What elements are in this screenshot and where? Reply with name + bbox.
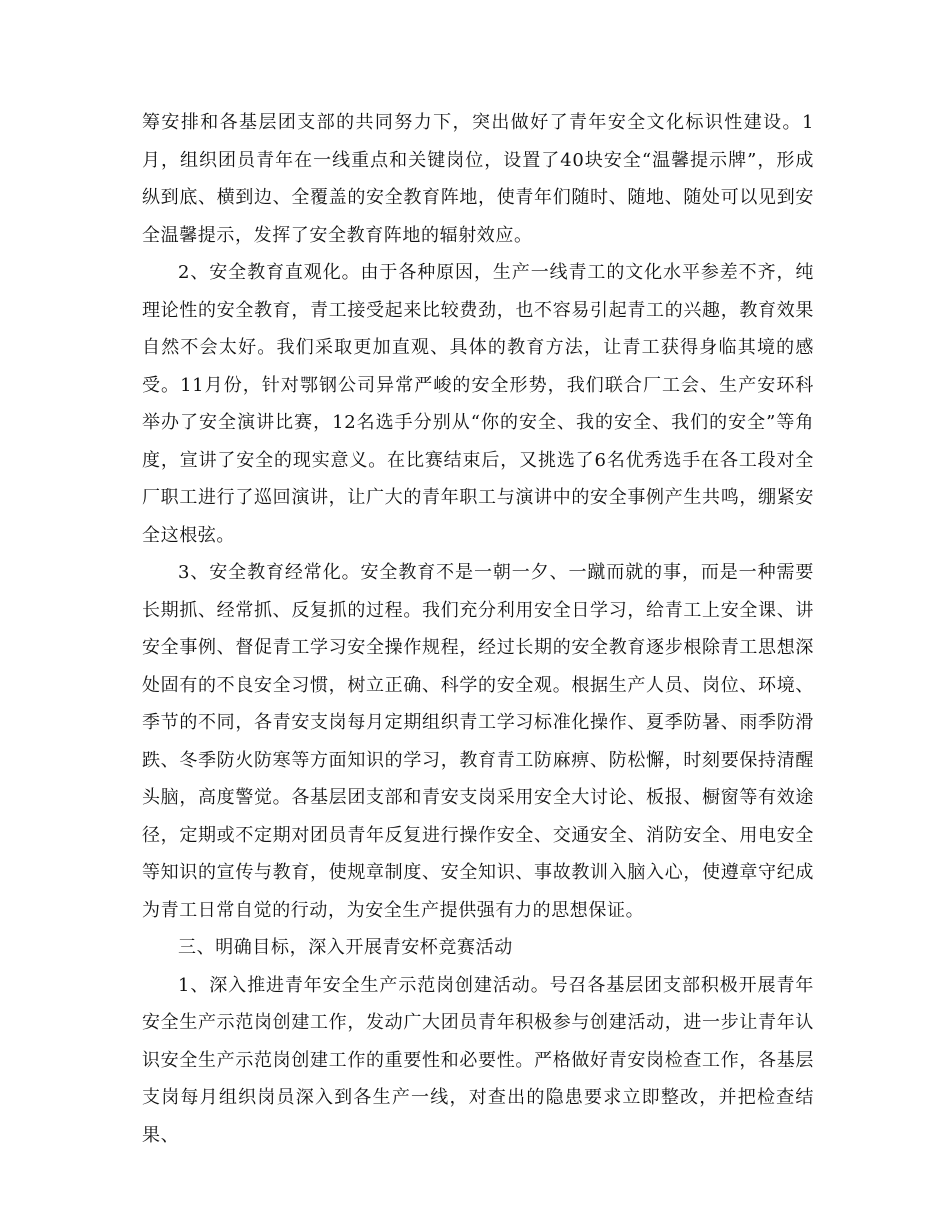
paragraph-2: 2、安全教育直观化。由于各种原因，生产一线青工的文化水平参差不齐，纯理论性的安全教育，青工接受起来比较费劲，也不容易引起青工的兴趣，教育效果自然不会太好。我们采取更加直观、具体的教育方法，让青工获得身临其境的感受。11月份，针对鄂钢公司异常严峻的安全形势，我们联合厂工会、生产安环科举办了安全演讲比赛，12名选手分别从“你的安全、我的安全、我们的安全”等角度，宣讲了安全的现实意义。在比赛结束后，又挑选了6名优秀选手在各工段对全厂职工进行了巡回演讲，让广大的青年职工与演讲中的安全事例产生共鸣，绷紧安全这根弦。 xyxy=(142,262,814,546)
paragraph-4: 1、深入推进青年安全生产示范岗创建活动。号召各基层团支部积极开展青年安全生产示范岗创建工作，发动广大团员青年积极参与创建活动，进一步让青年认识安全生产示范岗创建工作的重要性和必要性。严格做好青安岗检查工作，各基层支岗每月组织岗员深入到各生产一线，对查出的隐患要求立即整改，并把检查结果、 xyxy=(142,974,814,1146)
section-heading: 三、明确目标，深入开展青安杯竞赛活动 xyxy=(178,937,513,958)
paragraph-1: 筹安排和各基层团支部的共同努力下，突出做好了青年安全文化标识性建设。1月，组织团员青年在一线重点和关键岗位，设置了40块安全“温馨提示牌”，形成纵到底、横到边、全覆盖的安全教育阵地，使青年们随时、随地、随处可以见到安全温馨提示，发挥了安全教育阵地的辐射效应。 xyxy=(142,112,814,246)
paragraph-3: 3、安全教育经常化。安全教育不是一朝一夕、一蹴而就的事，而是一种需要长期抓、经常抓、反复抓的过程。我们充分利用安全日学习，给青工上安全课、讲安全事例、督促青工学习安全操作规程，经过长期的安全教育逐步根除青工思想深处固有的不良安全习惯，树立正确、科学的安全观。根据生产人员、岗位、环境、季节的不同，各青安支岗每月定期组织青工学习标准化操作、夏季防暑、雨季防滑跌、冬季防火防寒等方面知识的学习，教育青工防麻痹、防松懈，时刻要保持清醒头脑，高度警觉。各基层团支部和青安支岗采用安全大讨论、板报、橱窗等有效途径，定期或不定期对团员青年反复进行操作安全、交通安全、消防安全、用电安全等知识的宣传与教育，使规章制度、安全知识、事故教训入脑入心，使遵章守纪成为青工日常自觉的行动，为安全生产提供强有力的思想保证。 xyxy=(142,562,814,921)
document-page xyxy=(142,104,814,1154)
